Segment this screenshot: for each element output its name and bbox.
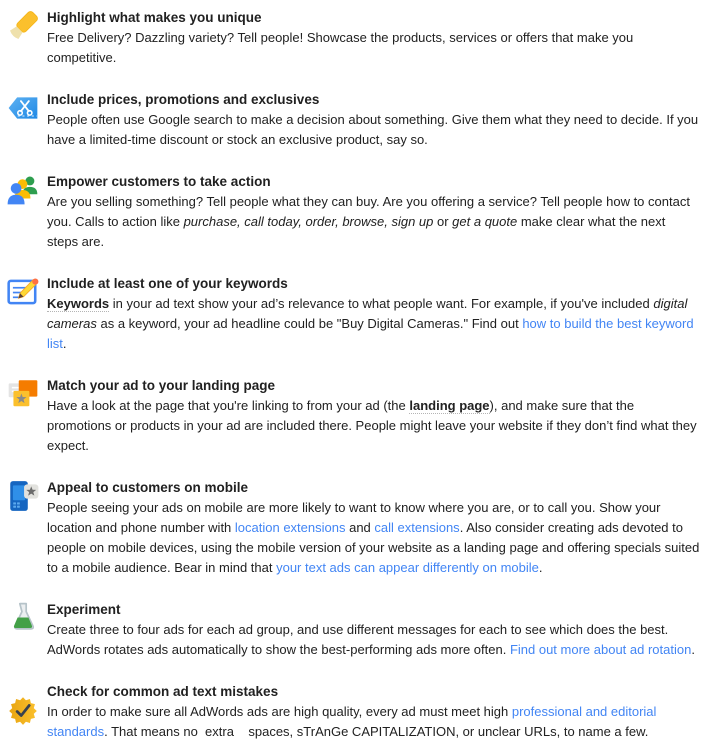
tip-body [47, 498, 703, 578]
text-run: . Also consider creating ads devoted to people on mobile devices, using the mobile version of your website as a landing page and offering specials suited to a mobile audience. Bear in mind that [47, 520, 703, 575]
tip-content [47, 8, 702, 68]
text-run: In order to make sure all AdWords ads are high quality, every ad must meet high [47, 704, 512, 719]
tip-content [47, 478, 702, 578]
inline-link[interactable]: location extensions [234, 520, 346, 535]
tip-content [47, 274, 702, 354]
text-run: People seeing your ads on mobile are more likely to want to know where you are, or to call you. Show your location and phone number with [47, 500, 665, 535]
note-pencil-icon [6, 275, 40, 309]
tip-section [6, 376, 702, 456]
tip-section [6, 8, 702, 68]
flask-icon [6, 601, 40, 635]
tip-body [47, 110, 700, 150]
text-run: People often use Google search to make a decision about something. Give them what they need to decide. If you have a limited-time discount or stock an exclusive product, say so. [47, 112, 702, 147]
tip-body [47, 620, 700, 660]
tip-icon-column [6, 8, 47, 68]
text-run: or [433, 214, 453, 229]
check-badge-icon [6, 694, 40, 728]
tip-icon-column [6, 172, 47, 252]
inline-link[interactable]: professional and editorial standards [47, 704, 661, 739]
tip-section [6, 90, 702, 150]
text-run: . That means no extra spaces, sTrAnGe CAPITALIZATION, or unclear URLs, to name a few. [104, 724, 649, 739]
tip-body [47, 396, 700, 456]
tip-icon-column [6, 90, 47, 150]
text-run: Create three to four ads for each ad group, and use different messages for each to see which does the best. AdWords rotates ads automatically to show the best-performing ads more often. [47, 622, 672, 657]
tip-body [47, 702, 700, 742]
text-run: . [538, 560, 543, 575]
text-run: Free Delivery? Dazzling variety? Tell people! Showcase the products, services or offers that make you competitive. [47, 30, 637, 65]
tip-icon-column [6, 274, 47, 354]
tip-heading: Experiment [47, 602, 121, 617]
text-run: . [691, 642, 695, 657]
text-run: Are you selling something? Tell people what they can buy. Are you offering a service? Tell people how to contact you. Calls to action like [47, 194, 694, 229]
tip-section [6, 600, 702, 660]
tip-content [47, 172, 702, 252]
tip-icon-column [6, 600, 47, 660]
tip-body [47, 192, 700, 252]
tip-heading: Check for common ad text mistakes [47, 684, 279, 699]
tip-content [47, 682, 702, 742]
text-run: purchase, call today, order, browse, sign up [183, 214, 434, 229]
inline-link[interactable]: Find out more about ad rotation [509, 642, 692, 657]
landing-page-icon [6, 377, 40, 411]
tip-icon-column [6, 478, 47, 578]
text-run: in your ad text show your ad’s relevance to what people want. For example, if you've included [109, 296, 654, 311]
tip-heading: Appeal to customers on mobile [47, 480, 249, 495]
text-run: Keywords [47, 296, 110, 311]
inline-link[interactable]: your text ads can appear differently on mobile [276, 560, 539, 575]
tip-heading: Match your ad to your landing page [47, 378, 276, 393]
text-run: ), and make sure that the promotions or products in your ad are included there. People might leave your website if they don’t find what they expect. [47, 398, 701, 453]
tip-section [6, 274, 702, 354]
tip-content [47, 376, 702, 456]
text-run: landing page [409, 398, 490, 413]
price-tag-icon [6, 91, 40, 125]
text-run: . [62, 336, 67, 351]
people-group-icon [6, 173, 40, 207]
text-run: get a quote [452, 214, 518, 229]
text-run: digital cameras [47, 296, 691, 331]
text-run: Have a look at the page that you're linking to from your ad (the [47, 398, 410, 413]
tip-heading: Empower customers to take action [47, 174, 271, 189]
text-run: make clear what the next steps are. [47, 214, 669, 249]
inline-link[interactable]: call extensions [374, 520, 460, 535]
highlighter-icon [6, 9, 40, 43]
tip-icon-column [6, 376, 47, 456]
tip-heading: Include at least one of your keywords [47, 276, 288, 291]
inline-link[interactable]: how to build the best keyword list [47, 316, 698, 351]
mobile-phone-star-icon [6, 479, 40, 513]
tip-section [6, 172, 702, 252]
text-run: as a keyword, your ad headline could be "Buy Digital Cameras." Find out [96, 316, 523, 331]
tip-icon-column [6, 682, 47, 742]
tip-heading: Highlight what makes you unique [47, 10, 262, 25]
tip-section [6, 682, 702, 742]
text-run: and [345, 520, 375, 535]
tip-content [47, 90, 702, 150]
tips-list [6, 8, 702, 742]
tip-body [47, 294, 700, 354]
tip-content [47, 600, 702, 660]
tip-heading: Include prices, promotions and exclusives [47, 92, 320, 107]
tip-body [47, 28, 700, 68]
tip-section [6, 478, 702, 578]
